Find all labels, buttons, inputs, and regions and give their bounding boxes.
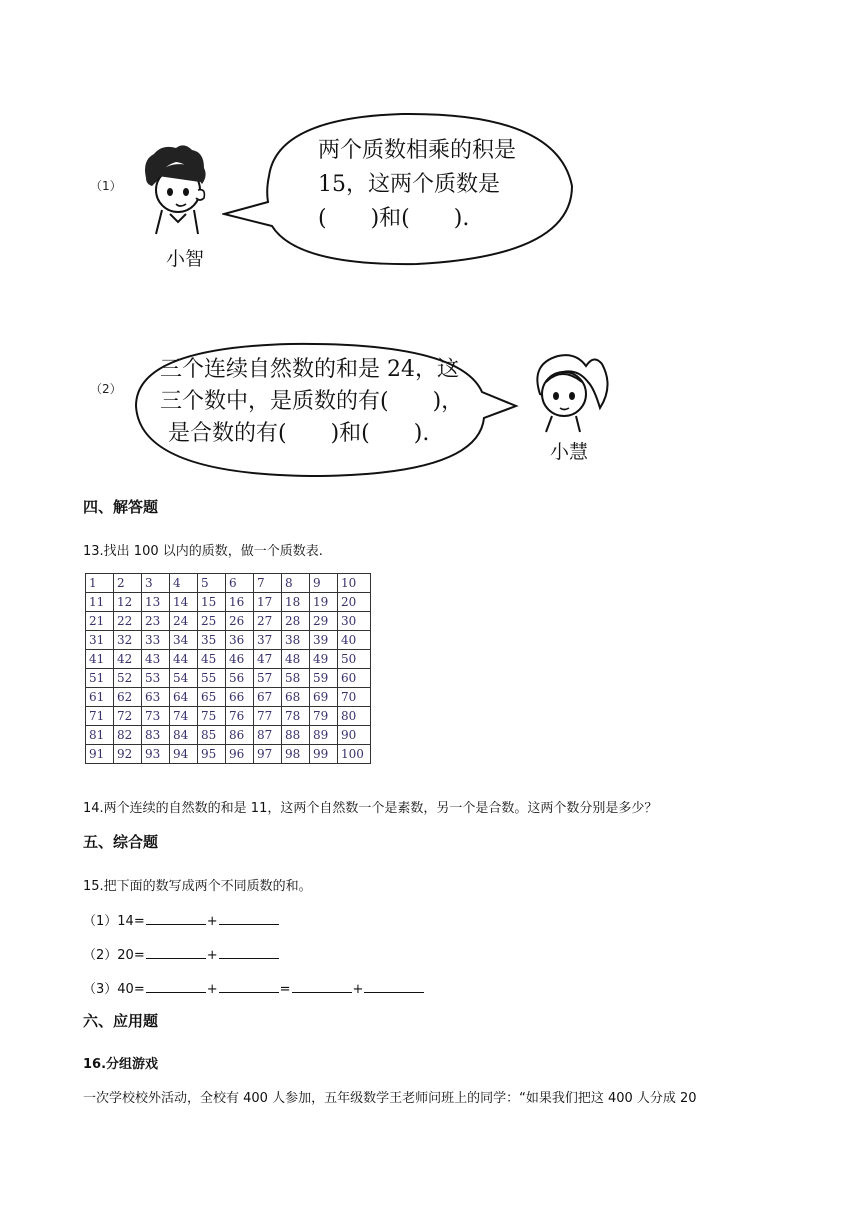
table-cell[interactable]: 91 <box>86 745 114 764</box>
table-cell[interactable]: 13 <box>142 593 170 612</box>
question-15: 15.把下面的数写成两个不同质数的和。 <box>83 879 312 894</box>
bubble-line-3: 是合数的有( )和( ). <box>168 421 430 446</box>
part-label: （3）40= <box>83 982 145 997</box>
table-cell[interactable]: 94 <box>170 745 198 764</box>
table-cell[interactable]: 27 <box>254 612 282 631</box>
table-cell[interactable]: 44 <box>170 650 198 669</box>
table-cell[interactable]: 38 <box>282 631 310 650</box>
table-cell[interactable]: 56 <box>226 669 254 688</box>
table-cell[interactable]: 53 <box>142 669 170 688</box>
speaker-label: 小慧 <box>550 441 589 463</box>
table-cell[interactable]: 67 <box>254 688 282 707</box>
table-cell[interactable]: 74 <box>170 707 198 726</box>
table-cell[interactable]: 90 <box>338 726 371 745</box>
section-heading: 五、综合题 <box>83 833 159 851</box>
table-cell[interactable]: 92 <box>114 745 142 764</box>
q15-part-3 <box>83 978 425 997</box>
table-cell[interactable]: 59 <box>310 669 338 688</box>
table-cell[interactable]: 85 <box>198 726 226 745</box>
table-cell[interactable]: 20 <box>338 593 371 612</box>
table-cell[interactable]: 88 <box>282 726 310 745</box>
table-cell[interactable]: 99 <box>310 745 338 764</box>
table-cell[interactable]: 28 <box>282 612 310 631</box>
answer-blank[interactable] <box>219 979 279 993</box>
table-cell[interactable]: 68 <box>282 688 310 707</box>
table-cell[interactable]: 83 <box>142 726 170 745</box>
table-cell[interactable]: 95 <box>198 745 226 764</box>
table-cell[interactable]: 81 <box>86 726 114 745</box>
table-cell[interactable]: 82 <box>114 726 142 745</box>
table-cell[interactable]: 87 <box>254 726 282 745</box>
table-cell[interactable]: 62 <box>114 688 142 707</box>
table-cell[interactable]: 4 <box>170 574 198 593</box>
table-cell[interactable]: 65 <box>198 688 226 707</box>
answer-blank[interactable] <box>146 911 206 925</box>
table-cell[interactable]: 18 <box>282 593 310 612</box>
table-cell[interactable]: 64 <box>170 688 198 707</box>
table-cell[interactable]: 9 <box>310 574 338 593</box>
table-cell[interactable]: 79 <box>310 707 338 726</box>
table-cell[interactable]: 47 <box>254 650 282 669</box>
table-row <box>86 726 371 745</box>
table-cell[interactable]: 21 <box>86 612 114 631</box>
item-number: （1） <box>90 179 122 193</box>
table-cell[interactable]: 35 <box>198 631 226 650</box>
table-row <box>86 593 371 612</box>
table-cell[interactable]: 61 <box>86 688 114 707</box>
table-cell[interactable]: 7 <box>254 574 282 593</box>
table-cell[interactable]: 36 <box>226 631 254 650</box>
table-cell[interactable]: 98 <box>282 745 310 764</box>
table-row <box>86 574 371 593</box>
plus-sign: + <box>352 982 364 997</box>
part-label: （2）20= <box>83 948 145 963</box>
bubble-line-1: 两个质数相乘的积是 <box>318 138 517 163</box>
table-cell[interactable]: 12 <box>114 593 142 612</box>
item-number: （2） <box>90 382 122 396</box>
table-cell[interactable]: 52 <box>114 669 142 688</box>
equals-sign: = <box>279 982 291 997</box>
table-cell[interactable]: 29 <box>310 612 338 631</box>
table-cell[interactable]: 84 <box>170 726 198 745</box>
bubble-line-2: 三个数中，是质数的有( )， <box>160 389 464 414</box>
q15-part-2 <box>83 944 280 963</box>
plus-sign: + <box>206 914 218 929</box>
table-row <box>86 669 371 688</box>
question-14: 14.两个连续的自然数的和是 11，这两个自然数一个是素数，另一个是合数。这两个数分别是多少？ <box>83 801 658 816</box>
table-cell[interactable]: 30 <box>338 612 371 631</box>
table-cell[interactable]: 3 <box>142 574 170 593</box>
table-cell[interactable]: 25 <box>198 612 226 631</box>
answer-blank[interactable] <box>219 945 279 959</box>
speaker-label: 小智 <box>166 248 205 270</box>
table-cell[interactable]: 24 <box>170 612 198 631</box>
table-cell[interactable]: 8 <box>282 574 310 593</box>
plus-sign: + <box>206 948 218 963</box>
table-row <box>86 688 371 707</box>
bubble-line-1: 三个连续自然数的和是 24，这 <box>160 357 459 382</box>
table-cell[interactable]: 51 <box>86 669 114 688</box>
section-heading: 六、应用题 <box>83 1012 159 1030</box>
table-cell[interactable]: 23 <box>142 612 170 631</box>
table-cell[interactable]: 32 <box>114 631 142 650</box>
answer-blank[interactable] <box>146 979 206 993</box>
bubble-line-3: ( )和( ). <box>318 206 470 231</box>
table-cell[interactable]: 14 <box>170 593 198 612</box>
table-cell[interactable]: 54 <box>170 669 198 688</box>
table-cell[interactable]: 50 <box>338 650 371 669</box>
table-cell[interactable]: 72 <box>114 707 142 726</box>
table-cell[interactable]: 49 <box>310 650 338 669</box>
table-cell[interactable]: 71 <box>86 707 114 726</box>
table-cell[interactable]: 10 <box>338 574 371 593</box>
table-cell[interactable]: 75 <box>198 707 226 726</box>
table-cell[interactable]: 41 <box>86 650 114 669</box>
table-cell[interactable]: 89 <box>310 726 338 745</box>
answer-blank[interactable] <box>219 911 279 925</box>
table-cell[interactable]: 39 <box>310 631 338 650</box>
answer-blank[interactable] <box>146 945 206 959</box>
table-cell[interactable]: 5 <box>198 574 226 593</box>
number-table <box>85 573 371 764</box>
answer-blank[interactable] <box>364 979 424 993</box>
table-row <box>86 631 371 650</box>
table-cell[interactable]: 40 <box>338 631 371 650</box>
table-cell[interactable]: 33 <box>142 631 170 650</box>
boy-body <box>156 210 198 234</box>
table-cell[interactable]: 57 <box>254 669 282 688</box>
table-cell[interactable]: 97 <box>254 745 282 764</box>
part-label: （1）14= <box>83 914 145 929</box>
section-heading: 四、解答题 <box>83 498 159 516</box>
table-cell[interactable]: 58 <box>282 669 310 688</box>
table-cell[interactable]: 37 <box>254 631 282 650</box>
table-cell[interactable]: 78 <box>282 707 310 726</box>
table-cell[interactable]: 100 <box>338 745 371 764</box>
table-cell[interactable]: 34 <box>170 631 198 650</box>
answer-blank[interactable] <box>292 979 352 993</box>
plus-sign: + <box>206 982 218 997</box>
table-cell[interactable]: 76 <box>226 707 254 726</box>
table-row <box>86 745 371 764</box>
table-cell[interactable]: 2 <box>114 574 142 593</box>
table-cell[interactable]: 42 <box>114 650 142 669</box>
q15-part-1 <box>83 910 280 929</box>
table-cell[interactable]: 80 <box>338 707 371 726</box>
table-cell[interactable]: 16 <box>226 593 254 612</box>
boy-illustration <box>132 140 232 235</box>
girl-illustration <box>516 346 616 436</box>
table-cell[interactable]: 19 <box>310 593 338 612</box>
table-cell[interactable]: 1 <box>86 574 114 593</box>
table-cell[interactable]: 73 <box>142 707 170 726</box>
table-cell[interactable]: 66 <box>226 688 254 707</box>
table-cell[interactable]: 43 <box>142 650 170 669</box>
table-cell[interactable]: 22 <box>114 612 142 631</box>
question-13: 13.找出 100 以内的质数，做一个质数表. <box>83 544 323 559</box>
table-cell[interactable]: 15 <box>198 593 226 612</box>
question-16-title: 16.分组游戏 <box>83 1057 159 1072</box>
table-cell[interactable]: 86 <box>226 726 254 745</box>
table-cell[interactable]: 55 <box>198 669 226 688</box>
table-cell[interactable]: 60 <box>338 669 371 688</box>
table-cell[interactable]: 93 <box>142 745 170 764</box>
table-row <box>86 707 371 726</box>
table-row <box>86 612 371 631</box>
table-row <box>86 650 371 669</box>
table-cell[interactable]: 77 <box>254 707 282 726</box>
table-cell[interactable]: 48 <box>282 650 310 669</box>
table-cell[interactable]: 31 <box>86 631 114 650</box>
table-cell[interactable]: 6 <box>226 574 254 593</box>
table-cell[interactable]: 69 <box>310 688 338 707</box>
table-cell[interactable]: 46 <box>226 650 254 669</box>
table-cell[interactable]: 96 <box>226 745 254 764</box>
table-cell[interactable]: 26 <box>226 612 254 631</box>
table-cell[interactable]: 11 <box>86 593 114 612</box>
table-cell[interactable]: 63 <box>142 688 170 707</box>
table-cell[interactable]: 45 <box>198 650 226 669</box>
table-cell[interactable]: 70 <box>338 688 371 707</box>
bubble-line-2: 15，这两个质数是 <box>318 172 500 197</box>
question-16-text: 一次学校校外活动，全校有 400 人参加，五年级数学王老师问班上的同学：“如果我们把这 400 人分成 20 <box>83 1091 697 1106</box>
table-cell[interactable]: 17 <box>254 593 282 612</box>
